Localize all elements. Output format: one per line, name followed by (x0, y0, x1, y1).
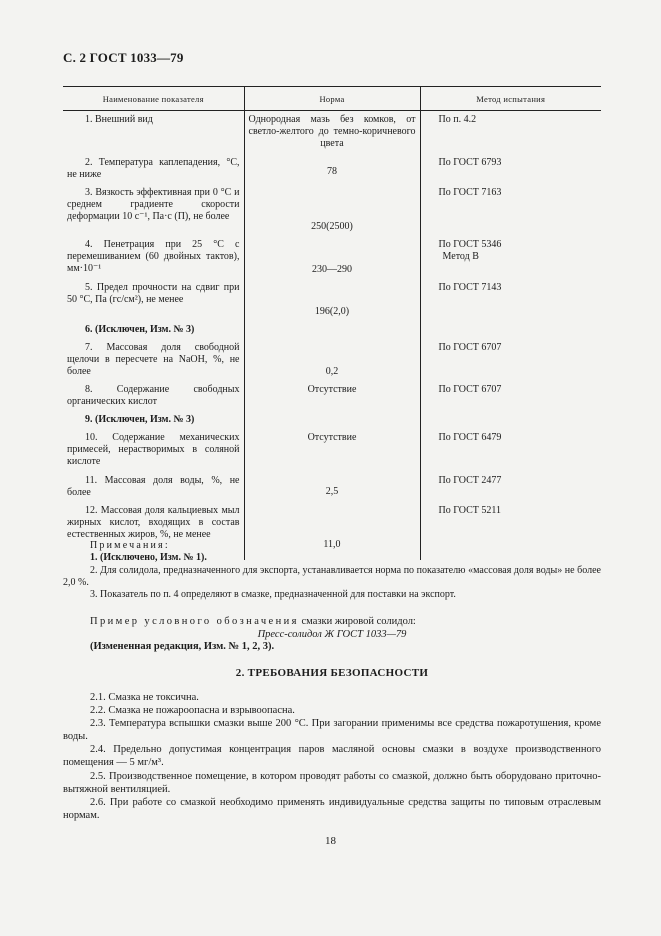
notes-block (63, 540, 601, 601)
example-text: смазки жировой солидол: (298, 616, 416, 627)
indicator-cell (63, 321, 244, 339)
norm-value: 11,0 (323, 539, 341, 550)
table-row (63, 381, 601, 411)
method-value: По ГОСТ 5346 (438, 239, 502, 250)
paragraph: 2.6. При работе со смазкой необходимо применять индивидуальные средства защиты по типовым отраслевым нормам. (63, 796, 601, 821)
table-row (63, 472, 601, 502)
table-row (63, 321, 601, 339)
table-row (63, 411, 601, 429)
indicator-cell (63, 236, 244, 279)
method-value: По ГОСТ 5211 (438, 505, 502, 516)
norm-cell (244, 321, 420, 339)
section-body (63, 691, 601, 822)
indicator-cell (63, 184, 244, 236)
method-cell (420, 381, 601, 411)
method-value: По ГОСТ 6793 (438, 157, 502, 168)
method-value: По ГОСТ 7163 (438, 187, 502, 198)
method-value: По п. 4.2 (438, 114, 477, 125)
table-row (63, 154, 601, 184)
column-header-norm: Норма (244, 87, 420, 111)
method-cell (420, 339, 601, 381)
method-cell (420, 236, 601, 279)
norm-cell (244, 236, 420, 279)
norm-value: 250(2500) (311, 221, 353, 232)
column-header-indicator: Наименование показателя (63, 87, 244, 111)
method-cell (420, 429, 601, 472)
revision-note: (Измененная редакция, Изм. № 1, 2, 3). (90, 641, 275, 652)
norm-value: 196(2,0) (314, 306, 350, 317)
norm-cell (244, 472, 420, 502)
section-title: 2. ТРЕБОВАНИЯ БЕЗОПАСНОСТИ (235, 667, 429, 679)
table-row (63, 429, 601, 472)
indicator-cell (63, 411, 244, 429)
indicator-name: 3. Вязкость эффективная при 0 °С и среднем градиенте скорости деформации 10 с⁻¹, Па·с (П), не более (67, 187, 240, 222)
method-value: По ГОСТ 6707 (438, 384, 502, 395)
indicator-name: 7. Массовая доля свободной щелочи в пересчете на NaOH, %, не более (67, 342, 240, 377)
indicator-name: 9. (Исключен, Изм. № 3) (85, 414, 195, 425)
table-row (63, 236, 601, 279)
method-value: По ГОСТ 7143 (438, 282, 502, 293)
paragraph: 2.5. Производственное помещение, в котором проводят работы со смазкой, должно быть оборудовано приточно-вытяжной вентиляцией. (63, 770, 601, 795)
norm-value: 78 (327, 166, 337, 177)
norm-value: Отсутствие (307, 384, 357, 395)
method-cell (420, 411, 601, 429)
table-header-row (63, 87, 601, 111)
paragraph: 2.1. Смазка не токсична. (90, 692, 199, 703)
method-value: По ГОСТ 2477 (438, 475, 502, 486)
example-label: Пример условного обозначения (90, 616, 299, 627)
norm-value: 0,2 (325, 366, 339, 377)
indicator-name: 6. (Исключен, Изм. № 3) (85, 324, 195, 335)
page-header-title: С. 2 ГОСТ 1033—79 (63, 50, 184, 65)
column-header-method: Метод испытания (420, 87, 601, 111)
norm-value: 2,5 (325, 486, 339, 497)
indicator-name: 8. Содержание свободных органических кислот (67, 384, 240, 407)
notes-heading: Примечания: (90, 540, 170, 551)
indicator-name: 1. Внешний вид (85, 114, 153, 125)
norm-cell (244, 339, 420, 381)
example-designation: Пресс-солидол Ж ГОСТ 1033—79 (257, 628, 407, 640)
table-row (63, 279, 601, 321)
indicator-name: 4. Пенетрация при 25 °С с перемешиванием (60 двойных тактов), мм·10⁻¹ (67, 239, 240, 274)
method-value: По ГОСТ 6707 (438, 342, 502, 353)
indicator-name: 2. Температура каплепадения, °С, не ниже (67, 157, 240, 180)
note-item: 1. (Исключено, Изм. № 1). (90, 552, 207, 564)
indicator-cell (63, 279, 244, 321)
norm-cell (244, 184, 420, 236)
norm-value: 230—290 (312, 264, 352, 275)
indicator-name: 5. Предел прочности на сдвиг при 50 °С, Па (гс/см²), не менее (67, 282, 240, 305)
table-row (63, 184, 601, 236)
norm-cell (244, 111, 420, 155)
note-item: 2. Для солидола, предназначенного для экспорта, устанавливается норма по показателю «массовая доля воды» не более 2,0 %. (63, 564, 601, 588)
table-row (63, 339, 601, 381)
specification-table (63, 86, 601, 560)
indicator-cell (63, 339, 244, 381)
method-cell (420, 279, 601, 321)
method-cell (420, 154, 601, 184)
method-cell (420, 111, 601, 155)
norm-value: Однородная мазь без комков, от светло-желтого до темно-коричневого цвета (248, 114, 416, 149)
method-subvalue: Метод В (442, 251, 479, 262)
norm-cell (244, 279, 420, 321)
method-cell (420, 321, 601, 339)
method-cell (420, 472, 601, 502)
indicator-cell (63, 381, 244, 411)
method-cell (420, 184, 601, 236)
indicator-cell (63, 111, 244, 155)
norm-cell (244, 429, 420, 472)
indicator-cell (63, 154, 244, 184)
paragraph: 2.4. Предельно допустимая концентрация паров масляной основы смазки в воздухе производственного помещения — 5 мг/м³. (63, 744, 601, 769)
indicator-name: 11. Массовая доля воды, %, не более (67, 475, 240, 498)
paragraph: 2.3. Температура вспышки смазки выше 200 °С. При загорании применимы все средства пожаротушения, кроме воды. (63, 718, 601, 743)
note-item: 3. Показатель по п. 4 определяют в смазке, предназначенной для поставки на экспорт. (90, 589, 456, 601)
indicator-name: 10. Содержание механических примесей, нерастворимых в соляной кислоте (67, 432, 240, 467)
page-number: 18 (325, 835, 336, 847)
norm-cell (244, 381, 420, 411)
indicator-cell (63, 429, 244, 472)
norm-value: Отсутствие (307, 432, 357, 443)
norm-cell (244, 154, 420, 184)
method-value: По ГОСТ 6479 (438, 432, 502, 443)
table-body (63, 111, 601, 561)
indicator-cell (63, 472, 244, 502)
table-row (63, 111, 601, 155)
indicator-name: 12. Массовая доля кальциевых мыл жирных кислот, входящих в состав естественных жиров, %, не менее (67, 505, 240, 540)
designation-example (63, 616, 601, 654)
paragraph: 2.2. Смазка не пожароопасна и взрывоопасна. (90, 705, 295, 717)
norm-cell (244, 411, 420, 429)
